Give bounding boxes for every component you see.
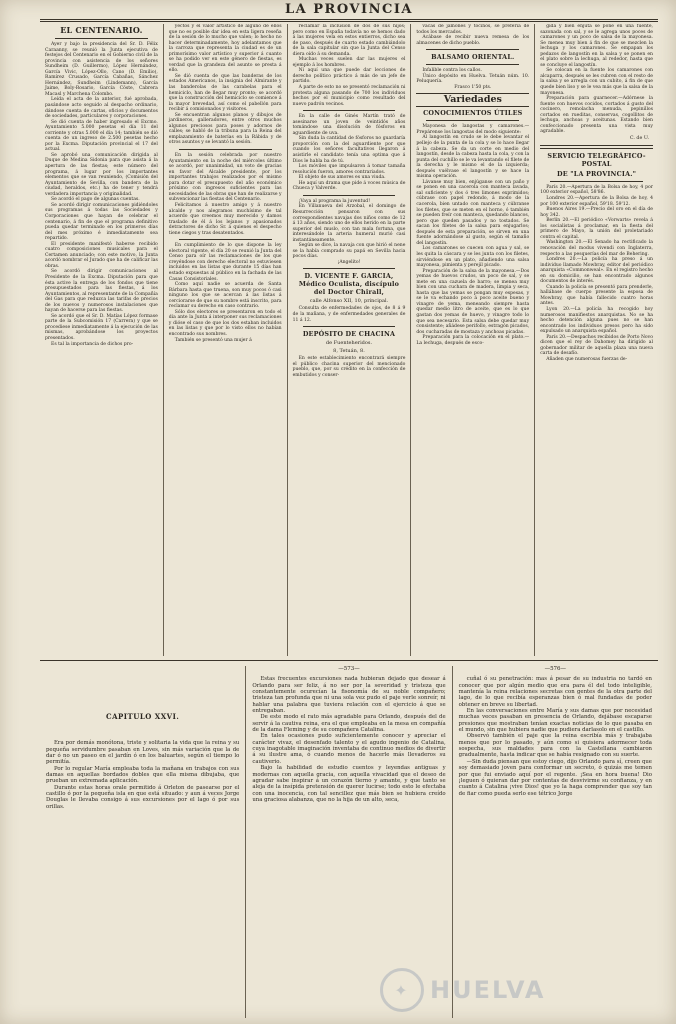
upper-columns <box>40 24 658 656</box>
paragraph: Se acordó dirigir comunicaciones al Presidente de la Excma. Diputación para que ésta active la entrega de los fondos que tiene presupuestados para las fiestas, á los Ayuntamientos, al representante de la Compañía del Gas para que reduzca las tarifas de precios de los nuevos y numerosos instalaciones que hayan de hacerse para las fiestas. <box>45 269 158 314</box>
deposito-subheading: de Fuenteheridos. <box>325 340 373 347</box>
centenario-heading: EL CENTENARIO. <box>60 25 143 35</box>
paragraph: En cumplimiento de lo que dispone la ley electoral vigente, el día 20 se reunió la Junta del Censo para oír las reclamaciones de los que creyéndose con derecho electoral no estuviesen incluidos en las listas que durante 15 días han estado expuestas al público en la fachada de las Casas Consistoriales. <box>168 243 282 282</box>
paragraph: Preparación para guarnecer.—Adórnese la fuente con huevos cocidos, cortados á gusto del cocinero, remolacha menuda, pepinillos cortados en rueditas, conservas, cogollitos de lechuga, anchoas y aceitunas. Estando bien confeccionado presenta una vista muy agradable. <box>540 96 653 135</box>
paragraph: Se dió cuenta de haber ingresado el Excmo. Ayuntamiento 5.000 pesetas el día 11 del corriente y otras 5.000 el día 14; también se dió cuenta de un ingreso de 2.500 pesetas hecho por la Excma. Diputación provincial el 17 del actual. <box>45 119 158 153</box>
paragraph: gida y bien enjuta se pone en una fuente, sazonada con sal, y se le agrega unos poces de camarones y un poco de salsa de la mayonesa. Se menea muy bien á fin de que se mezclen la lechuga y los camarones. Se empapan los pedazos de langostín en la salsa y se ponen en el plato sobre la lechuga, al rededor, hasta que se concluye el langostín. <box>540 24 653 68</box>
paragraph: En tales ocasiones pudo suficientemente conocer y apreciar el carácter vivaz, el desenfado talento y el agudo ingenio de Catalina, cuya inagotable imaginación inventaba de continuo medios de divertir á su ilustre ama, ó cuando menos de hacerle más llevaderos su cautiverio. <box>252 733 446 765</box>
paragraph: También se presentó una mujer á <box>174 337 252 343</box>
section-divider <box>303 195 396 196</box>
paragraph: ¡Vaya al programa la juventud! <box>298 198 371 204</box>
paragraph: Durante estas horas orale permitido á Orleton de pasearse por el castillo ó por la pequeña isla en que está situado: y aun á veces Jorge Douglas le llevaba consigo á sus excursiones por el lago ó por sus orillas. <box>46 784 240 810</box>
paragraph: Ni aquí una que puede dar lecciones de derecho político práctico á más de un jefe de partido. <box>292 68 406 85</box>
section-double-rule <box>540 145 653 149</box>
paragraph: Al langostín en crudo se le debe levantar el pellejo de la punta de la cola y se lo hace llegar á la cabeza. Se da un corte en medio del langostín, desde la cabeza hasta la cola, y con la punta del cuchillo se le va levantando el filete de la derecha y le mismo el de la izquierda; después vuélvase el langostín y se hace la misma operación. <box>416 135 530 180</box>
paragraph: Se acordó dirigir comunicaciones pidiéndoles sus programas á todas las Sociedades y Corporaciones que hayan de celebrar el centenario, á fin de que el programa definitivo pueda quedar terminado en los primeros días del mes próximo é inmediatamente sea repartido. <box>45 202 158 242</box>
section-divider <box>426 64 519 65</box>
telegram-paragraph: París 20.—Despachos recibidos de Porto Novo dicen que el rey de Dahomey ha dirigido al gobernador militar de aquella plaza una nueva carta de desafío. <box>540 334 653 357</box>
paragraph: Los camarones se cuecen con agua y sal, se les quita la cáscara y se les junta con los filetes, sirviéndose en un plato, añadiendo una salsa mayonesa, pimienta y perejil picado. <box>416 246 530 269</box>
section-divider <box>179 149 272 150</box>
paragraph: En Villanueva del Arzobal, el domingo de Resurrección pensaron con sus correspondientes navajas dos niños como de 12 á 13 años, siendo uno de ellos herido en la parte superior del muslo, con tan mala fortuna, que interesándole la arteria humeral murió casi instantáneamente. <box>292 204 406 243</box>
paragraph: En este establecimiento encontrará siempre el público chacina superior del mencionado pueblo, que, por su crédito en la confección de embutidos y conser- <box>292 356 406 378</box>
paragraph: Felicitamos á nuestro amigo y á nuestro alcalde y nos alegramos muchísimo de tal acuerdo que creemos muy merecido y damos traslado de él á los lejanos y apasionados detractores de dicho Sr. á quienes el despecho tiene ciegos y tras desatentados. <box>168 202 282 236</box>
section-divider <box>303 110 396 111</box>
paragraph: En las conversaciones entre María y sus damas que por necesidad muchas veces pasaban en presencia de Orlando, dejábase escaparse presiones que mostraban tenían exactas noticias de lo que pasaba en el mundo, sin que hubiera nadie que pudiera darlasolo en el castillo. <box>458 708 652 734</box>
telegram-paragraph: Londres 20.—Apertura de la Bolsa de hoy, 4 por 100 exterior español, 59'18. 59'12. <box>540 196 653 207</box>
paragraph: Se dió cuenta de que las banderas de los estados Americanos, la insignia del Almirante y las banderolas de las carabelas para el hemiciclo, han de llegar muy pronto; se acordó que la construcción del hemiciclo se comience á la mayor brevedad, así como el pabellón para recibir á comisionados y visitores. <box>168 73 282 113</box>
page-number-left: —573— <box>338 666 360 672</box>
paragraph: Lávanse muy bien, enjúganse con un paño y se ponen en una cacerola con manteca lavada, sal suficiente y dos ó tres limones exprimidos; cúbrase con papel redondo, á modo de la cacerola, bien untado con manteca y cúbranse los filetes, que se meten en el horno, ó también se pueden freír con manteca, quedando blancos, pero que queden pasados y no tostados. Se sacan los filetes de la salsa para enjugarlos; después de esta preparación, se sirven en una fuente adornándose al gusto, según el tamaño del langostín. <box>416 179 530 246</box>
paragraph: Bajo la habilidad de estudio cuentos y leyendas antiguas y modernas con aquella gracia, con aquella vivacidad que el deseo de agradar sabe inspirar á un corazón tierno y amante, y que tanto se aleja de la insípida pretensión de querer lucirse; todo esto le efectaba con una inocencia, con tal sencillez que más bien se hubiera creído una graciosa alabanza, que no la hija de un alto, seca, <box>252 765 446 803</box>
section-divider <box>426 49 519 50</box>
paragraph: Preparación de la salsa de la mayonesa.—Dos yemas de huevos crudos, un poco de sal, y se mete en una cazuela de barro; se menea muy bien con una cuchara de madera, limpia y seca, hasta que las yemas se pongan muy espesas, y se le va echando poco á poco aceite bueno y vinagre de yema, meneando siempre hasta quedar medio litro de aceite, que es lo que gastan dos yemas de huevo, y vinagre todo lo que sea necesario. Esta salsa debe quedar muy consistente; añádese perifollo, estragón picados, dos cucharadas de mostaza y anchoas picadas. <box>416 268 530 335</box>
paragraph: Sin duda la cantidad de fósforos no guardaría proporción con la del aguardiente por que cuando los señores facultativos llegaron á asistirle el candidato tenía una optima que á Dios le habla ba de tú. <box>292 136 406 164</box>
paragraph: Los móviles que impulsaron á tomar tamaña resolución fueron, amores contrariados. <box>292 164 406 175</box>
paragraph: Frasco 1'50 pts. <box>454 84 492 90</box>
paragraph: vacas de jamones y tocinos, se prefería de todos los mercados. <box>416 24 530 35</box>
telegram-paragraph: Añaden que numerosas fuerzas de- <box>546 356 628 362</box>
section-divider <box>303 268 396 269</box>
telegram-paragraph: Cuando la policía se presentó para prenderle, hallábase de cuerpo presente la esposa de Mowbray, que había fallecido cuatro horas antes. <box>540 284 653 307</box>
folletin-separator <box>40 660 658 661</box>
telegram-paragraph: Lyon 20.—La policía ha recogido hoy numerosos manifiestos anarquistas. No se ha hecho detención alguna pues no se han encontrado los individuos presos pero ha sido expulsado un anarquista español. <box>540 306 653 335</box>
paragraph: Se encuentran algunos planos y dibujos de jardineros, galleradores, entre otros muchos algunos preciosos para poses y adornos de calles; se habló de la tribuna para la Reina del emplazamiento de baterías en la Rábida y de otros asuntos y se levantó la sesión. <box>168 112 282 146</box>
masthead-title: LA PROVINCIA <box>285 2 413 17</box>
chapter-title: CAPITULO XXVI. <box>106 712 180 721</box>
paragraph: cuñal ó su penetración: mas á pesar de su industria no tardó en conocer que por algún medio que era para él del todo inteligible, mantenía la reina relaciones secretas con gentes de la otra parte del lago, de lo que recibía esperanzas bien ó mal fundadas de poder obtener en breve su libertad. <box>458 676 652 708</box>
paragraph: Observó también el paje que la reina escribía más y trabajaba menos que por lo pasado, y aún como si quisiera adormecer toda sospecha, sus maldades para con la Castellana cambiaron gradualmente, hasta indicar que se había resignado con su suerte. <box>458 733 652 759</box>
paragraph: En la sesión celebrada por nuestro Ayuntamiento en la noche del miércoles último se acordó, por unanimidad, un voto de gracias en favor del Alcalde presidente, por los importantes trabajos realizados por el mismo para dotar el presupuesto del año económico próximo con ingresos suficientes para las necesidades de las obras que han de realizarse y subvencionar las fiestas del Centenario. <box>168 153 282 203</box>
paragraph: Leída el acta de la anterior, fué aprobada, pasándose acto seguido al despacho ordinario, dándose cuenta de cartas, oficios y documentos de sociedades, particulares y corporaciones. <box>45 97 158 120</box>
section-divider <box>179 239 272 240</box>
servicio-heading: SERVICIO TELEGRÁFICO-POSTAL <box>547 151 646 168</box>
paragraph: Se acordó que el Sr. D. Matías López formase parte de la Subcomisión 17 (Carrera) y que se procediese inmediatamente á la ejecución de las mismas, aprobándose los proyectos presentados. <box>45 313 158 341</box>
column-5 <box>535 24 658 656</box>
paragraph: Como aquí nadie se acuerda de Santa Bárbara hasta que truena, son muy pocos ó casi ninguno los que se acercan á las listas á cerciorarse de que su nombre está inscrito, para reclamar su derecho en caso contrario. <box>168 282 282 310</box>
paragraph: reclamar la inclusión de dos de sus hijos; pero como en España todavía no se hemos dado á las mujeres vela en estos entierros, dicho sea de paso, después de cuarto estado cambiándolo de la sala capitular sin que la Junta del Censo diera oído á su demanda. <box>292 24 406 57</box>
author-initials: C. de U. <box>629 135 649 141</box>
paragraph: De este modo el rato más agradable para Orlando, después del de servir á la cautiva reina, era el que empleaba en la mesa en compañía de la dama Fleming y de su compañera Catalina. <box>252 714 446 734</box>
paragraph: Estas frecuentes excursiones nada hubieran dejado que desear á Orlando para ser feliz, á no ser por la severidad y tristeza que constantemente ocurecían la fisonomía de su noble compañero; tristeza tan profunda que ni una sola vez pudo el paje verle sonreír, ni hablar una palabra que tuviera relación con el ejercicio á que se entregaban. <box>252 676 446 715</box>
telegram-paragraph: Washington 20.—El Senado ha rectificado la renovación del modus vivendi con Inglaterra, respecto a las pesquerías del mar de Behering. <box>540 240 653 257</box>
paragraph: Era por demás monótona, triste y solitaria la vida que la reina y su pequeña servidumbre pasaban en Loves, sin más variación que la de dar ó no un paseo en el jardín ó en los baluartes, según el tiempo lo permitía. <box>46 740 240 766</box>
section-divider <box>550 181 643 182</box>
servicio-subheading: DE "LA PROVINCIA." <box>556 169 637 178</box>
paragraph: Consulta de enfermedades de ojos, de 8 á 9 de la mañana, y de enfermedades generales de 11 á 12. <box>292 306 406 323</box>
column-1 <box>40 24 164 656</box>
masthead-rule <box>40 19 658 20</box>
paragraph: ¡Angelito! <box>337 259 361 265</box>
paragraph: Muchas veces suelen dar las mujeres el ejemplo á los hombres. <box>292 57 406 68</box>
doctor-notice-address: calle Alfonso XII, 10, principal. <box>309 298 389 305</box>
paragraph: Se aprobó una comunicación dirigida al Duque de Medina Sidonia para que asista á la apertura de las fiestas; este número del programa, á lugar por los importantes elementos que se van reuniendo, (Comisión del Ayuntamiento de Sevilla, con bandera de la ciudad, heraldos, etc.) ha de tener y tendrá verdadera importancia y originalidad. <box>45 152 158 197</box>
paragraph: Infalible contra los callos. <box>422 68 482 74</box>
paragraph: El presidente manifestó haberse recibido cuatro composiciones musicales para el Certamen anunciado; con este motivo, la Junta acordó nombrar el Jurado que ha de calificar las obras. <box>45 241 158 269</box>
paragraph: Se acordó el pago de algunas cuentas. <box>51 197 140 203</box>
archive-watermark <box>380 965 660 1015</box>
balsamo-heading: BALSAMO ORIENTAL. <box>431 53 515 62</box>
paragraph: Se colocan en la fuente los camarones con alcaparra, después se les cubren con el resto de la salsa y se arregla con un cubito, á fin de que quede bien liso y se le vea más que la salsa de la mayonesa. <box>540 68 653 96</box>
masthead-rule-lower <box>40 21 658 22</box>
paragraph: Por lo regular María empleaba toda la mañana en trabajos con sus damas en aquellas bordados dobles que ella misma dibujaba, que prueban un extremada aplicación. <box>46 765 240 785</box>
paragraph: yectos y el valor artístico de alguno de ellos que no es posible dar idea en esta ligera reseña de la sesión de lo mucho que valen; lo hecho no hacer determinadamente, hoy adelantamos que la carroza que representa la ciudad es de un primorísimo valor artístico y superior á cuanto se ha podido ver en este género de fiestas, es verdad que la grandeza del asunto se presta á ello. <box>168 24 282 74</box>
telegram-paragraph: Londres 20.—La policía ha preso á un individuo llamado Mowbray, editor del periódico anarquista «Commonweal». En el registro hecho en su domicilio, se han encontrado algunos documentos de interés. <box>540 257 653 285</box>
deposito-heading: DEPÓSITO DE CHACINA <box>302 330 396 339</box>
paragraph: Sólo dos electores se presentaron en todo el día ante la Junta á interponer sus reclamaciones y dióse el caso de que los dos estaban incluidos en las listas y que por lo visto ellos no habían encontrado sus nombres. <box>168 309 282 337</box>
watermark-text: HUELVA <box>430 976 546 1004</box>
paragraph: Mayonesa de langostas y camarones.—Prepárense los langostas del modo siguiente: <box>416 124 530 135</box>
paragraph: El objeto de sus amores es una viuda. <box>298 175 386 181</box>
paragraph: Es tal la importancia de dichos pro- <box>51 341 134 347</box>
column-2 <box>164 24 288 656</box>
section-divider <box>55 38 148 39</box>
paragraph: Acábase de recibir nueva remesa de los almacenes de dicho pueblo. <box>416 35 530 46</box>
variedades-heading: Variedades <box>416 93 529 107</box>
telegram-paragraph: Buenos Aires 19.—Precio del oro en el día de hoy 342. <box>540 207 653 218</box>
folletin-column-1 <box>40 666 246 1018</box>
telegram-paragraph: Berlín 20.—El periódico «Vorwarts» revela á los socialistas á proclamar, en la fiesta del primero de Mayo, la unión del proletariado contra el capital. <box>540 218 653 240</box>
doctor-notice-name: D. VICENTE F. GARCIA, Médico Oculista, discípulo del Doctor Chirall, <box>298 272 400 297</box>
column-4 <box>411 24 535 656</box>
section-divider <box>426 120 519 121</box>
paragraph: En la calle de Ginés Martín trató de asesinarse un joven de veintidós años tomándose una disolución de fósforos en aguardiente de uva. <box>292 114 406 136</box>
paragraph: —Sin duda piensan que estoy ciego, dijo Orlando para sí, creen que soy demasiado joven para conformar un secreto, ó quizás me temen por que fui enviado aquí por el regente. ¡Sea en hora buena! Dio ¡leguen ó quieran dar por contentas de desvivirme su confianza, y en cuanto á Catalina ¡vive Dios! que yo la haga comprender que soy tan de fiar como pueda serlo ese tétrico Jorge <box>458 758 652 797</box>
seal-icon: ✦ <box>380 968 424 1012</box>
telegram-paragraph: París 20.—Apertura de la Bolsa de hoy, 4 por 100 exterior español, 58'86. <box>540 184 653 196</box>
paragraph: Según se dice, la navaja con que hirió el nene se la había comprado su papá en Sevilla hacia pocos días. <box>292 243 406 260</box>
paragraph: Ayer y bajo la presidencia del Sr. D. Félix Caraanny, se reunió la Junta ejecutiva de festejos del Centenario en el Gobierno civil de la provincia con asistencia de los señores Sundheim (D. Guillermo), López Hernández, García Vivic, López-Ollo, Cano (D. Emilio), Ramírez Crusado, García Cabañas, Sánchez Hernández, Sundheim (Lindemann), García Jaime, Boly-Rosario, García Cöste, Cabrera Macasl y Marchena Colombo. <box>45 42 158 97</box>
paragraph: He aquí un drama que pide á voces música de Chueca y Valverde. <box>292 180 406 192</box>
section-divider <box>303 326 396 327</box>
column-3 <box>288 24 412 656</box>
paragraph: A parte de esto no se presentó reclamación ni protesta alguna pasando de 700 los individuos hechos por el municipio como resultado del nuevo padrón vecinos. <box>292 85 406 107</box>
paragraph: Único depósito en Huelva. Tetuán núm. 10. Peluquería. <box>416 73 530 85</box>
page-number-right: —576— <box>544 666 567 672</box>
deposito-address: 8, Tetuán, 8. <box>333 348 365 355</box>
paragraph: Preparación para la colocación en el plato.—La lechuga, después de esco- <box>416 335 530 346</box>
conocimientos-heading: CONOCIMIENTOS ÚTILES <box>423 109 523 118</box>
